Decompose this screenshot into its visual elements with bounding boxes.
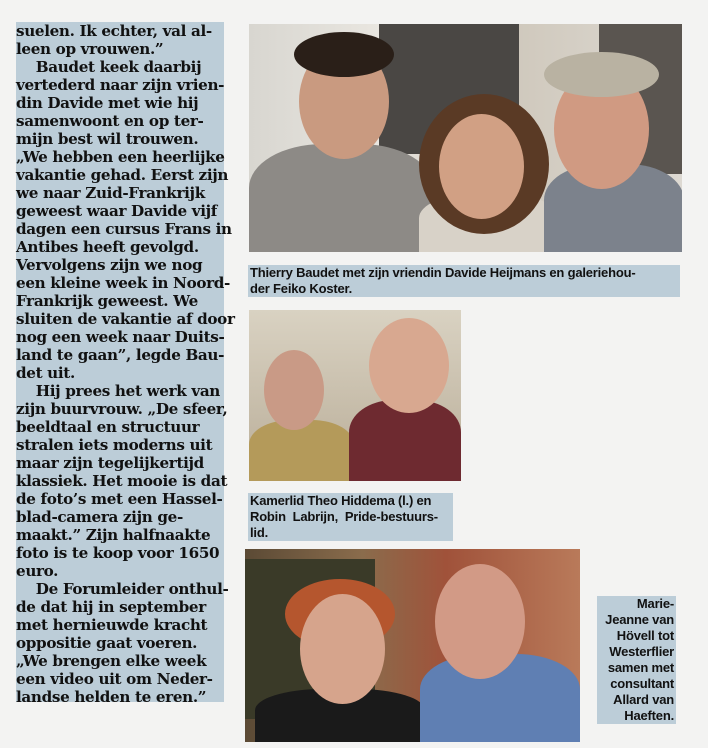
article-line: Vervolgens zijn we nog	[16, 256, 203, 274]
article-line: maar zijn tegelijkertijd	[16, 454, 204, 472]
article-line: sluiten de vakantie af door	[16, 310, 235, 328]
article-line: een video uit om Neder-	[16, 670, 213, 688]
article-line: „We hebben een heerlijke	[16, 148, 225, 166]
photo-baudet-heijmans-koster	[249, 24, 682, 252]
article-line: zijn buurvrouw. „De sfeer,	[16, 400, 228, 418]
person	[249, 144, 434, 252]
article-line: vertederd naar zijn vrien-	[16, 76, 225, 94]
face	[264, 350, 324, 430]
article-line: leen op vrouwen.”	[16, 40, 164, 58]
face	[439, 114, 524, 219]
article-line: blad-camera zijn ge-	[16, 508, 183, 526]
article-line: de dat hij in september	[16, 598, 206, 616]
article-line: „We brengen elke week	[16, 652, 207, 670]
article-line: geweest waar Davide vijf	[16, 202, 217, 220]
caption-photo2: Kamerlid Theo Hiddema (l.) en Robin Labrijn, Pride-bestuurs- lid.	[248, 493, 453, 541]
article-line: oppositie gaat voeren.	[16, 634, 198, 652]
article-line: Antibes heeft gevolgd.	[16, 238, 199, 256]
article-line: een kleine week in Noord-	[16, 274, 230, 292]
article-line: stralen iets moderns uit	[16, 436, 213, 454]
article-line: landse helden te eren.”	[16, 688, 207, 706]
article-line: Hij prees het werk van	[16, 382, 220, 400]
caption-photo3: Marie- Jeanne van Hövell tot Westerflier samen met consultant Allard van Haeften.	[597, 596, 676, 724]
article-line: suelen. Ik echter, val al-	[16, 22, 212, 40]
article-line: De Forumleider onthul-	[16, 580, 229, 598]
article-line: foto is te koop voor 1650	[16, 544, 220, 562]
article-line: we naar Zuid-Frankrijk	[16, 184, 205, 202]
article-line: beeldtaal en structuur	[16, 418, 200, 436]
person	[249, 420, 354, 481]
face	[435, 564, 525, 679]
photo-hiddema-labrijn	[249, 310, 461, 481]
article-line: nog een week naar Duits-	[16, 328, 225, 346]
article-line: Baudet keek daarbij	[16, 58, 202, 76]
article-line: euro.	[16, 562, 59, 580]
article-line: samenwoont en op ter-	[16, 112, 204, 130]
article-line: land te gaan”, legde Bau-	[16, 346, 225, 364]
article-line: met hernieuwde kracht	[16, 616, 208, 634]
article-line: dagen een cursus Frans in	[16, 220, 232, 238]
face	[369, 318, 449, 413]
article-line: det uit.	[16, 364, 75, 382]
article-line: maakt.” Zijn halfnaakte	[16, 526, 211, 544]
article-line: Frankrijk geweest. We	[16, 292, 198, 310]
article-line: de foto’s met een Hassel-	[16, 490, 223, 508]
article-line: klassiek. Het mooie is dat	[16, 472, 228, 490]
hair	[294, 32, 394, 77]
photo-van-hovell-van-haeften	[245, 549, 580, 742]
caption-photo1: Thierry Baudet met zijn vriendin Davide Heijmans en galeriehou- der Feiko Koster.	[248, 265, 680, 297]
article-line: din Davide met wie hij	[16, 94, 199, 112]
face	[300, 594, 385, 704]
hair	[544, 52, 659, 97]
article-line: vakantie gehad. Eerst zijn	[16, 166, 229, 184]
article-line: mijn best wil trouwen.	[16, 130, 199, 148]
article-text-column	[16, 22, 235, 706]
